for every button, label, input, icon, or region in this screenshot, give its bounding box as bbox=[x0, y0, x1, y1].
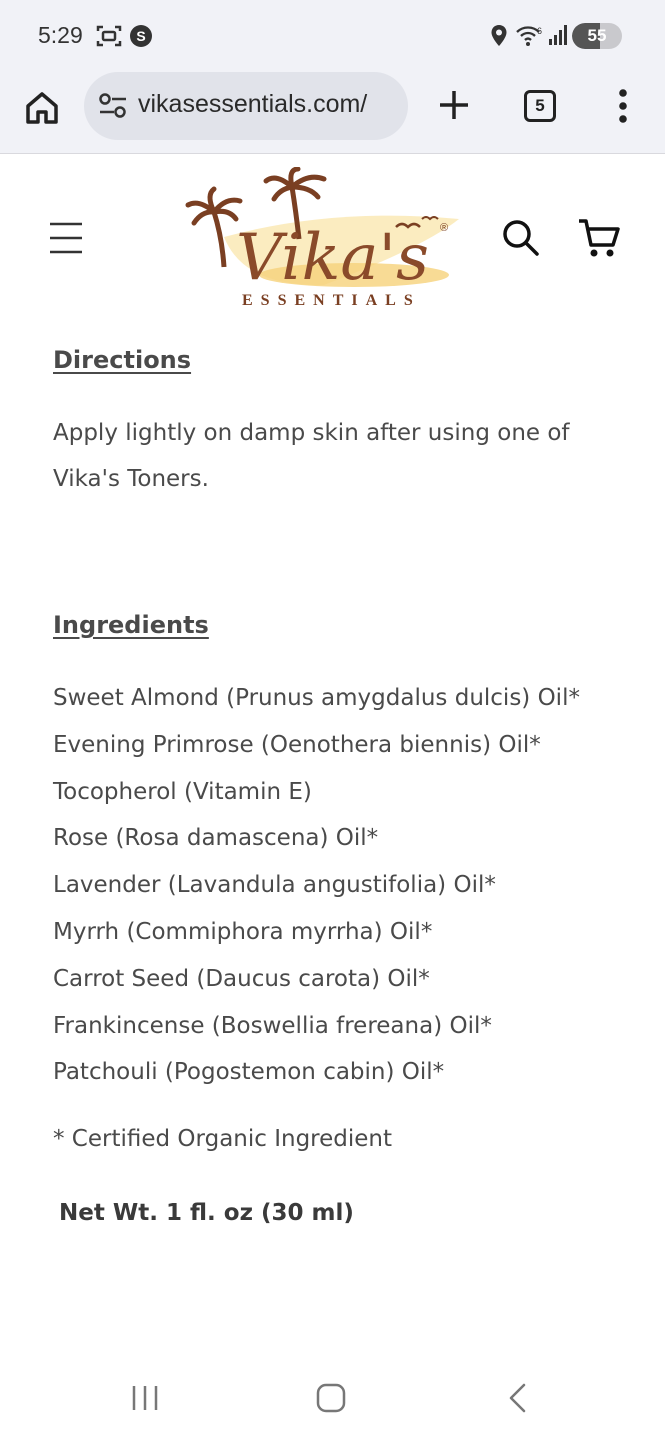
logo-subtext: ESSENTIALS bbox=[242, 292, 421, 309]
home-icon bbox=[22, 88, 62, 128]
browser-toolbar bbox=[0, 70, 665, 154]
wifi-icon bbox=[515, 24, 543, 52]
directions-heading: Directions bbox=[53, 346, 192, 374]
search-icon bbox=[500, 217, 540, 257]
cart-button[interactable] bbox=[577, 217, 621, 259]
browser-menu-button[interactable] bbox=[612, 86, 634, 126]
svg-text:S: S bbox=[136, 28, 146, 44]
menu-button[interactable] bbox=[48, 221, 84, 255]
url-text[interactable]: vikasessentials.com/ bbox=[138, 90, 368, 118]
signal-icon bbox=[548, 24, 568, 50]
home-nav-icon bbox=[316, 1383, 346, 1413]
list-item: Tocopherol (Vitamin E) bbox=[53, 778, 312, 805]
recent-apps-button[interactable] bbox=[130, 1384, 160, 1412]
address-bar[interactable] bbox=[84, 72, 408, 140]
list-item: Evening Primrose (Oenothera biennis) Oil* bbox=[53, 731, 541, 758]
site-logo[interactable] bbox=[184, 167, 464, 312]
list-item: Lavender (Lavandula angustifolia) Oil* bbox=[53, 872, 496, 899]
search-button[interactable] bbox=[500, 217, 540, 257]
logo-wordmark: Vika's bbox=[236, 221, 429, 295]
ingredients-heading: Ingredients bbox=[53, 611, 209, 639]
list-item: Carrot Seed (Daucus carota) Oil* bbox=[53, 965, 430, 992]
battery-level: 55 bbox=[587, 26, 607, 45]
list-item: Myrrh (Commiphora myrrha) Oil* bbox=[53, 918, 433, 945]
logo-registered-mark: ® bbox=[440, 222, 449, 234]
tabs-button[interactable]: 5 bbox=[524, 90, 556, 122]
new-tab-button[interactable] bbox=[437, 88, 471, 122]
menu-icon bbox=[48, 221, 84, 255]
location-icon bbox=[490, 24, 508, 52]
list-item: Frankincense (Boswellia frereana) Oil* bbox=[53, 1012, 492, 1039]
site-settings-icon[interactable] bbox=[98, 92, 128, 124]
browser-home-button[interactable] bbox=[22, 88, 62, 128]
list-item: Sweet Almond (Prunus amygdalus dulcis) Oil* bbox=[53, 685, 580, 711]
more-vert-icon bbox=[612, 86, 634, 126]
plus-icon bbox=[437, 88, 471, 122]
screenshot-icon bbox=[96, 24, 122, 52]
back-icon bbox=[506, 1383, 530, 1413]
directions-text: Apply lightly on damp skin after using one of Vika's Toners. bbox=[53, 420, 570, 492]
back-button[interactable] bbox=[506, 1383, 530, 1413]
site-header bbox=[0, 155, 665, 320]
recent-apps-icon bbox=[130, 1384, 160, 1412]
net-weight: Net Wt. 1 fl. oz (30 ml) bbox=[59, 1200, 354, 1226]
organic-note: * Certified Organic Ingredient bbox=[53, 1126, 393, 1152]
s-app-icon bbox=[129, 24, 153, 52]
list-item: Rose (Rosa damascena) Oil* bbox=[53, 825, 379, 852]
status-time: 5:29 bbox=[38, 22, 83, 48]
list-item: Patchouli (Pogostemon cabin) Oil* bbox=[53, 1059, 445, 1086]
status-bar bbox=[0, 0, 665, 70]
home-nav-button[interactable] bbox=[316, 1383, 346, 1413]
wifi-label: 6 bbox=[537, 26, 543, 36]
ingredients-list bbox=[53, 675, 580, 1096]
cart-icon bbox=[577, 217, 621, 259]
battery-icon bbox=[572, 23, 622, 49]
system-nav-bar bbox=[0, 1360, 665, 1440]
